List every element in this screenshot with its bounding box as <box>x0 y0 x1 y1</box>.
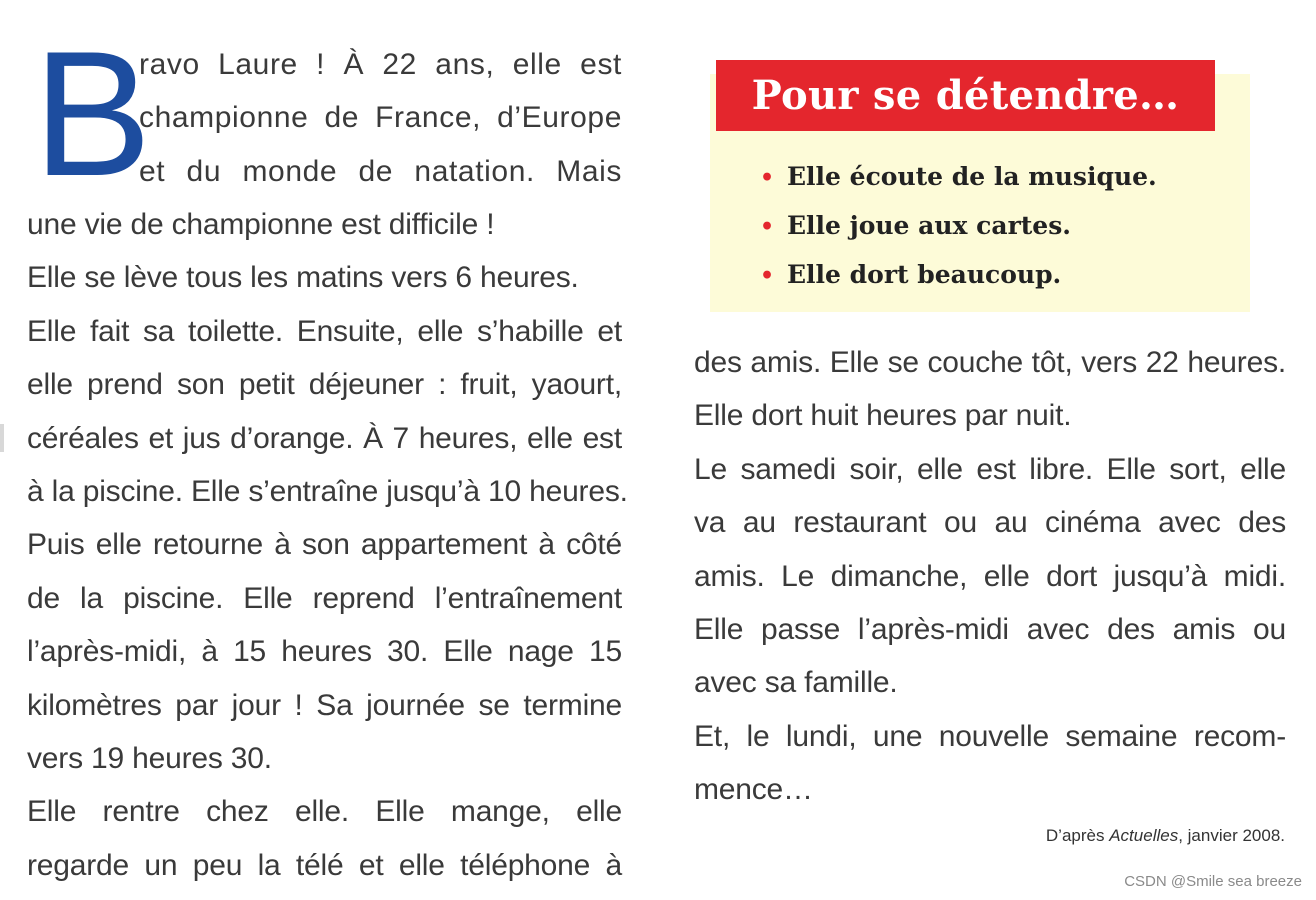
text-line: ravo Laure ! À 22 ans, elle est <box>139 48 622 81</box>
source-title: Actuelles <box>1109 826 1179 845</box>
text-line: et du monde de natation. Mais <box>139 154 622 188</box>
text-line: Elle dort huit heures par nuit. <box>694 399 1072 433</box>
text-line: Elle passe l’après-midi avec des amis ou <box>694 612 1286 646</box>
list-item <box>760 202 1157 251</box>
text-line: l’après-midi, à 15 heures 30. Elle nage 15 <box>27 635 622 669</box>
source-citation <box>1046 826 1285 846</box>
relax-box-list <box>760 153 1157 300</box>
list-item-text: Elle joue aux cartes. <box>787 211 1071 240</box>
list-item <box>760 251 1157 300</box>
source-suffix: , janvier 2008. <box>1178 826 1285 845</box>
text-line: vers 19 heures 30. <box>27 741 272 775</box>
text-line: mence… <box>694 773 813 807</box>
text-line: championne de France, d’Europe <box>139 101 622 135</box>
relax-box-title: Pour se détendre… <box>716 60 1215 131</box>
text-line: Elle se lève tous les matins vers 6 heures. <box>27 261 579 295</box>
watermark: CSDN @Smile sea breeze <box>1124 873 1302 890</box>
text-line: kilomètres par jour ! Sa journée se termine <box>27 688 622 722</box>
text-line: Et, le lundi, une nouvelle semaine recom- <box>694 719 1286 753</box>
dropcap-paragraph <box>27 14 622 213</box>
text-line: avec sa famille. <box>694 666 898 700</box>
article-right-column <box>694 336 1286 817</box>
text-line: amis. Le dimanche, elle dort jusqu’à midi. <box>694 559 1286 593</box>
text-line: regarde un peu la télé et elle téléphone à <box>27 848 622 882</box>
list-item-text: Elle écoute de la musique. <box>787 162 1157 191</box>
text-line: une vie de championne est difficile ! <box>27 208 495 241</box>
text-line: elle prend son petit déjeuner : fruit, yaourt, <box>27 368 622 402</box>
list-item-text: Elle dort beaucoup. <box>787 260 1062 289</box>
text-line: des amis. Elle se couche tôt, vers 22 heures. <box>694 346 1286 379</box>
dropcap-letter: B <box>33 14 152 213</box>
bullet-icon: • <box>760 165 775 191</box>
article-left-column <box>27 14 628 892</box>
text-line: Le samedi soir, elle est libre. Elle sort, elle <box>694 452 1286 486</box>
bullet-icon: • <box>760 263 775 289</box>
text-line: Elle rentre chez elle. Elle mange, elle <box>27 795 622 829</box>
page-edge-mark <box>0 424 4 452</box>
list-item <box>760 153 1157 202</box>
dropcap-lines <box>139 38 622 198</box>
text-line: va au restaurant ou au cinéma avec des <box>694 506 1286 540</box>
text-line: Elle fait sa toilette. Ensuite, elle s’habille et <box>27 314 622 348</box>
text-line: de la piscine. Elle reprend l’entraînement <box>27 581 622 615</box>
text-line: céréales et jus d’orange. À 7 heures, elle est <box>27 421 622 455</box>
text-line: à la piscine. Elle s’entraîne jusqu’à 10 heures. <box>27 474 628 508</box>
source-prefix: D’après <box>1045 826 1110 845</box>
bullet-icon: • <box>760 214 775 240</box>
text-line: Puis elle retourne à son appartement à côté <box>27 528 622 562</box>
